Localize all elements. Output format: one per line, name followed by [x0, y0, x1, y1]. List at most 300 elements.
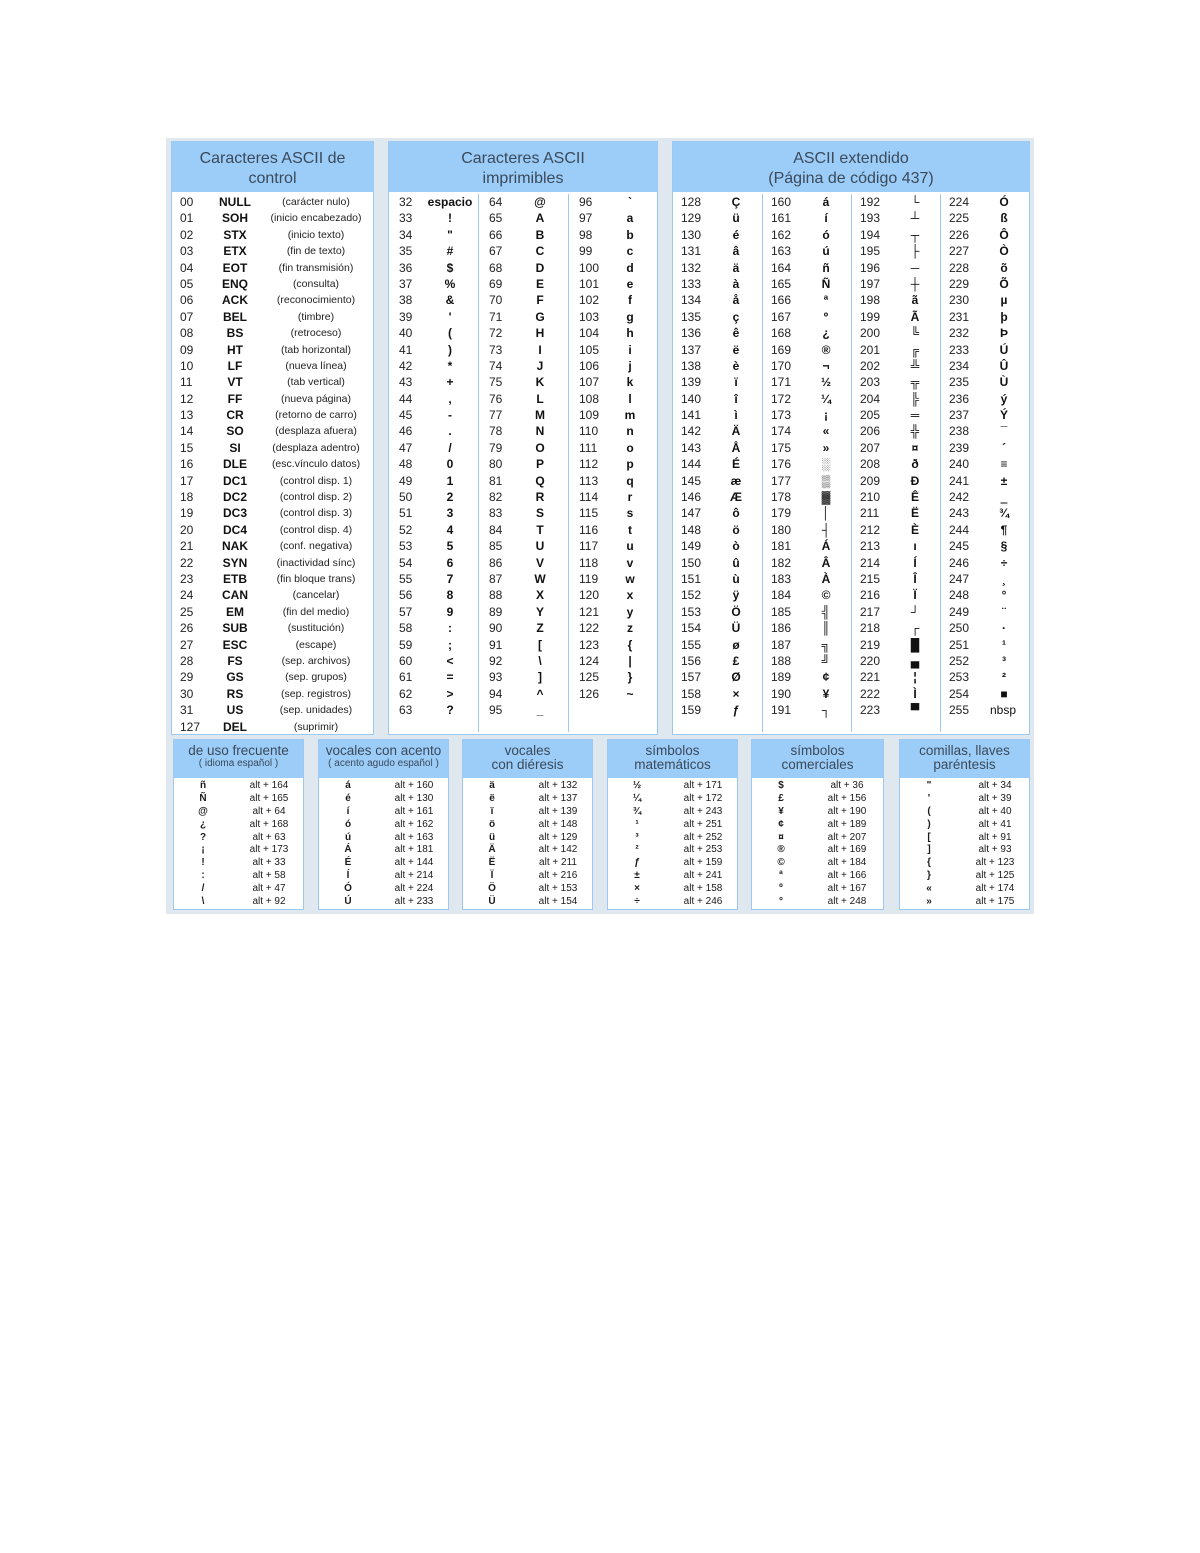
extended-char: ¥	[822, 686, 830, 701]
extended-row	[763, 505, 851, 521]
extended-row	[673, 473, 762, 489]
extended-char: ©	[821, 588, 831, 603]
extended-row	[763, 653, 851, 669]
reference-panel-title: vocales con acento	[325, 743, 442, 758]
extended-char: ▄	[910, 653, 920, 668]
control-desc: (sustitución)	[287, 622, 345, 635]
printable-char: o	[626, 440, 634, 455]
control-desc: (inactividad sínc)	[276, 556, 356, 569]
printable-row	[389, 669, 478, 685]
reference-row	[319, 844, 448, 857]
control-code: 31	[180, 703, 194, 718]
printable-char: 6	[446, 555, 454, 570]
printable-row	[479, 194, 568, 210]
extended-code: 226	[949, 227, 970, 242]
extended-char: ╗	[821, 637, 831, 652]
printable-row	[389, 555, 478, 571]
extended-row	[941, 637, 1029, 653]
printable-code: 84	[489, 522, 503, 537]
extended-row	[852, 587, 940, 603]
control-code: 05	[180, 276, 194, 291]
printable-row	[479, 538, 568, 554]
extended-char: Ó	[999, 195, 1009, 209]
extended-row	[941, 555, 1029, 571]
printable-code: 94	[489, 686, 503, 701]
extended-code: 186	[771, 621, 792, 636]
extended-row	[673, 669, 762, 685]
extended-row	[941, 604, 1029, 620]
reference-code: alt + 165	[249, 792, 289, 804]
reference-char: ©	[777, 857, 785, 869]
extended-char: Ð	[910, 473, 920, 488]
printable-row	[569, 260, 657, 276]
reference-code: alt + 93	[978, 844, 1012, 856]
printable-code: 100	[579, 260, 600, 275]
reference-row	[174, 883, 303, 896]
extended-char: ┌	[910, 621, 920, 636]
reference-char: ú	[344, 831, 352, 843]
extended-code: 222	[860, 686, 881, 701]
control-row	[172, 456, 373, 472]
control-row	[172, 243, 373, 259]
extended-row	[673, 604, 762, 620]
extended-char: nbsp	[989, 703, 1017, 718]
extended-code: 245	[949, 539, 970, 554]
control-desc: (tab vertical)	[287, 376, 345, 389]
reference-rows	[463, 780, 592, 909]
reference-row	[608, 832, 737, 845]
reference-char: $	[778, 780, 784, 791]
extended-char: ═	[910, 408, 920, 423]
printable-row	[569, 456, 657, 472]
extended-code: 145	[681, 473, 702, 488]
reference-char: Ú	[344, 896, 352, 908]
control-row	[172, 637, 373, 653]
printable-code: 91	[489, 637, 503, 652]
reference-char: ü	[488, 831, 496, 843]
extended-code: 143	[681, 440, 702, 455]
extended-code: 150	[681, 555, 702, 570]
extended-char: ■	[1000, 686, 1008, 701]
printable-code: 50	[399, 490, 413, 505]
extended-code: 199	[860, 309, 881, 324]
extended-code: 219	[860, 637, 881, 652]
control-code: 26	[180, 621, 194, 636]
extended-code: 221	[860, 670, 881, 685]
reference-row	[319, 793, 448, 806]
extended-char: ³	[1002, 653, 1006, 668]
printable-code: 33	[399, 211, 413, 226]
extended-char: å	[732, 293, 740, 308]
printable-char: V	[535, 555, 544, 570]
printable-row	[479, 555, 568, 571]
printable-row	[389, 522, 478, 538]
reference-code: alt + 166	[827, 870, 867, 882]
extended-row	[673, 505, 762, 521]
reference-rows	[608, 780, 737, 909]
printable-code: 56	[399, 588, 413, 603]
extended-char: ¯	[1000, 424, 1008, 439]
reference-code: alt + 139	[538, 805, 578, 817]
printable-char: .	[448, 424, 452, 439]
extended-row	[852, 505, 940, 521]
printable-code: 57	[399, 604, 413, 619]
control-abbr: ETB	[223, 571, 247, 586]
extended-row	[673, 276, 762, 292]
reference-row	[752, 857, 883, 870]
extended-code: 198	[860, 293, 881, 308]
printable-row	[569, 423, 657, 439]
control-code: 28	[180, 653, 194, 668]
reference-panel-title: vocales	[504, 743, 551, 758]
printable-row	[389, 309, 478, 325]
extended-code: 162	[771, 227, 792, 242]
reference-row	[608, 857, 737, 870]
reference-char: Ë	[488, 857, 496, 869]
extended-char: ╣	[821, 604, 831, 619]
printable-code: 74	[489, 358, 503, 373]
printable-row	[569, 538, 657, 554]
printable-row	[389, 227, 478, 243]
control-abbr: SI	[229, 440, 241, 455]
printable-char: x	[626, 588, 634, 603]
extended-char: Ç	[731, 195, 741, 209]
printable-row	[569, 440, 657, 456]
reference-row	[752, 780, 883, 793]
reference-row	[900, 870, 1029, 883]
control-desc: (nueva página)	[280, 392, 352, 405]
control-desc: (retorno de carro)	[275, 409, 357, 422]
extended-row	[673, 489, 762, 505]
printable-char: R	[535, 490, 545, 505]
extended-row	[763, 587, 851, 603]
extended-char: ¡	[824, 408, 828, 423]
extended-char: ´	[1002, 440, 1006, 455]
extended-code: 170	[771, 358, 792, 373]
control-code: 09	[180, 342, 194, 357]
control-desc: (sep. archivos)	[281, 654, 351, 667]
reference-char: Í	[346, 870, 350, 882]
extended-title-line1: ASCII extendido	[793, 150, 909, 167]
reference-panel-header	[900, 740, 1029, 778]
reference-panel-subtitle: con diéresis	[491, 757, 564, 772]
extended-char: ä	[732, 260, 740, 275]
reference-char: í	[346, 805, 350, 817]
printable-row	[389, 440, 478, 456]
extended-row	[852, 374, 940, 390]
printable-char: =	[446, 670, 454, 685]
control-abbr: EOT	[222, 260, 248, 275]
extended-code: 152	[681, 588, 702, 603]
extended-code: 178	[771, 490, 792, 505]
extended-rows	[673, 194, 762, 719]
extended-char: ½	[820, 375, 831, 390]
control-desc: (control disp. 4)	[279, 523, 353, 536]
reference-char: ³	[635, 831, 639, 843]
reference-code: alt + 190	[827, 805, 867, 817]
printable-row	[569, 620, 657, 636]
extended-code: 248	[949, 588, 970, 603]
extended-char: ¿	[822, 326, 830, 341]
control-desc: (fin del medio)	[282, 605, 350, 618]
reference-code: alt + 248	[827, 896, 867, 908]
extended-code: 148	[681, 522, 702, 537]
printable-char: j	[628, 358, 632, 373]
printable-char: u	[626, 539, 634, 554]
extended-code: 182	[771, 555, 792, 570]
printable-code: 83	[489, 506, 503, 521]
printable-code: 98	[579, 227, 593, 242]
reference-char: ]	[927, 844, 931, 856]
extended-row	[763, 276, 851, 292]
control-row	[172, 686, 373, 702]
extended-code: 189	[771, 670, 792, 685]
extended-char: ñ	[822, 260, 830, 275]
extended-code: 140	[681, 391, 702, 406]
extended-char: ·	[1002, 621, 1006, 636]
reference-row	[463, 793, 592, 806]
printable-char: m	[624, 408, 636, 423]
printable-char: b	[626, 227, 634, 242]
extended-char: ç	[732, 309, 740, 324]
extended-char: ▀	[910, 703, 920, 718]
reference-code: alt + 129	[538, 831, 578, 843]
extended-char: Ï	[913, 588, 917, 603]
printable-row	[569, 686, 657, 702]
extended-code: 166	[771, 293, 792, 308]
printable-code: 87	[489, 571, 503, 586]
printable-char: K	[535, 375, 545, 390]
printable-char: 8	[446, 588, 454, 603]
extended-row	[941, 227, 1029, 243]
extended-code: 235	[949, 375, 970, 390]
extended-code: 213	[860, 539, 881, 554]
reference-row	[752, 870, 883, 883]
reference-code: alt + 207	[827, 831, 867, 843]
extended-char: µ	[1000, 293, 1008, 308]
reference-code: alt + 158	[683, 883, 723, 895]
extended-code: 244	[949, 522, 970, 537]
extended-row	[852, 686, 940, 702]
printable-row	[389, 538, 478, 554]
extended-code: 250	[949, 621, 970, 636]
control-code: 20	[180, 522, 194, 537]
extended-row	[941, 194, 1029, 210]
printable-code: 90	[489, 621, 503, 636]
printable-code: 61	[399, 670, 413, 685]
extended-row	[673, 538, 762, 554]
extended-column	[763, 194, 852, 732]
extended-char: ≡	[1000, 457, 1008, 472]
printable-code: 101	[579, 276, 600, 291]
printable-char: #	[446, 244, 454, 259]
control-code: 13	[180, 408, 194, 423]
control-row	[172, 325, 373, 341]
extended-row	[673, 686, 762, 702]
printable-char: ~	[626, 686, 634, 701]
extended-char: │	[822, 506, 830, 521]
printable-code: 71	[489, 309, 503, 324]
extended-char: ã	[911, 293, 919, 308]
printable-code: 119	[579, 571, 599, 586]
printable-title-line2: imprimibles	[482, 170, 564, 187]
extended-code: 230	[949, 293, 970, 308]
extended-row	[941, 292, 1029, 308]
reference-panel-header	[319, 740, 448, 778]
extended-row	[763, 342, 851, 358]
control-abbr: HT	[227, 342, 243, 357]
extended-code: 185	[771, 604, 792, 619]
control-title-line1: Caracteres ASCII de	[199, 150, 346, 167]
printable-code: 58	[399, 621, 413, 636]
extended-char: ô	[732, 506, 740, 521]
printable-char: -	[448, 408, 452, 423]
control-row	[172, 587, 373, 603]
reference-row	[174, 819, 303, 832]
printable-row	[389, 260, 478, 276]
extended-code: 138	[681, 358, 702, 373]
control-row	[172, 571, 373, 587]
extended-row	[852, 342, 940, 358]
extended-row	[763, 620, 851, 636]
extended-row	[852, 555, 940, 571]
printable-code: 97	[579, 211, 593, 226]
printable-row	[389, 473, 478, 489]
reference-code: alt + 214	[394, 870, 434, 882]
control-abbr: LF	[227, 358, 243, 373]
extended-row	[763, 604, 851, 620]
control-code: 15	[180, 440, 194, 455]
extended-code: 233	[949, 342, 970, 357]
reference-row	[608, 793, 737, 806]
reference-panel-subtitle: ( acento agudo español )	[328, 758, 439, 769]
extended-columns	[673, 194, 1029, 732]
printable-char: A	[535, 211, 545, 226]
extended-code: 155	[681, 637, 702, 652]
reference-code: alt + 253	[683, 844, 723, 856]
reference-char: /	[201, 883, 205, 895]
printable-code: 41	[399, 342, 413, 357]
printable-row	[569, 358, 657, 374]
extended-char: É	[731, 457, 740, 472]
extended-char: ¤	[911, 440, 919, 455]
reference-code: alt + 144	[394, 857, 434, 869]
reference-row	[608, 806, 737, 819]
extended-row	[763, 260, 851, 276]
extended-code: 173	[771, 408, 792, 423]
extended-char: Ê	[910, 490, 919, 505]
printable-code: 82	[489, 490, 503, 505]
extended-row	[673, 227, 762, 243]
printable-code: 54	[399, 555, 413, 570]
reference-rows	[319, 780, 448, 909]
extended-code: 243	[949, 506, 970, 521]
printable-char: l	[628, 391, 632, 406]
reference-char: ®	[777, 844, 785, 856]
extended-code: 128	[681, 195, 702, 209]
printable-char: espacio	[427, 195, 473, 209]
control-row	[172, 604, 373, 620]
extended-char: ÿ	[732, 588, 740, 603]
control-row	[172, 620, 373, 636]
printable-row	[479, 407, 568, 423]
printable-code: 43	[399, 375, 413, 390]
extended-row	[763, 309, 851, 325]
extended-char: ƒ	[732, 703, 740, 718]
extended-row	[941, 325, 1029, 341]
extended-char: °	[1001, 588, 1007, 603]
control-code: 18	[180, 490, 194, 505]
extended-row	[673, 210, 762, 226]
reference-char: '	[927, 792, 931, 804]
extended-code: 176	[771, 457, 792, 472]
extended-code: 246	[949, 555, 970, 570]
control-abbr: GS	[226, 670, 244, 685]
printable-row	[479, 637, 568, 653]
control-code: 10	[180, 358, 194, 373]
printable-char: M	[535, 408, 545, 423]
extended-row	[852, 571, 940, 587]
extended-row	[941, 276, 1029, 292]
control-abbr: SOH	[221, 211, 248, 226]
extended-code: 134	[681, 293, 702, 308]
control-desc: (control disp. 3)	[279, 507, 353, 520]
extended-char: ┴	[910, 211, 920, 226]
printable-row	[479, 423, 568, 439]
extended-char: õ	[1000, 260, 1008, 275]
reference-row	[752, 883, 883, 896]
extended-char: ▒	[821, 473, 831, 488]
extended-row	[673, 292, 762, 308]
reference-row	[463, 806, 592, 819]
control-abbr: DC2	[222, 490, 247, 505]
extended-code: 159	[681, 703, 702, 718]
extended-row	[763, 538, 851, 554]
reference-panel-title: comillas, llaves	[919, 743, 1010, 758]
extended-code: 193	[860, 211, 881, 226]
extended-row	[763, 522, 851, 538]
reference-rows	[752, 780, 883, 909]
extended-code: 253	[949, 670, 970, 685]
reference-char: ¢	[778, 818, 784, 830]
printable-row	[389, 637, 478, 653]
extended-char: Í	[913, 555, 917, 570]
printable-code: 123	[579, 637, 600, 652]
control-desc: (sep. registros)	[280, 687, 352, 700]
control-desc: (cancelar)	[292, 589, 340, 602]
extended-row	[852, 702, 940, 718]
reference-char: É	[344, 857, 352, 869]
printable-char: X	[535, 588, 544, 603]
extended-char: Ä	[731, 424, 741, 439]
reference-char: {	[927, 857, 931, 869]
extended-row	[763, 391, 851, 407]
control-abbr: CAN	[222, 588, 248, 603]
extended-char: ¼	[820, 391, 831, 406]
extended-code: 168	[771, 326, 792, 341]
ascii-chart-sheet	[166, 138, 1034, 914]
printable-char: O	[535, 440, 545, 455]
extended-char: ╦	[910, 375, 920, 390]
printable-code: 64	[489, 195, 503, 209]
printable-code: 47	[399, 440, 413, 455]
printable-row	[389, 325, 478, 341]
control-title-line2: control	[248, 170, 297, 187]
printable-char: 0	[446, 457, 454, 472]
printable-char: t	[628, 522, 632, 537]
extended-row	[852, 473, 940, 489]
printable-char: f	[628, 293, 632, 308]
